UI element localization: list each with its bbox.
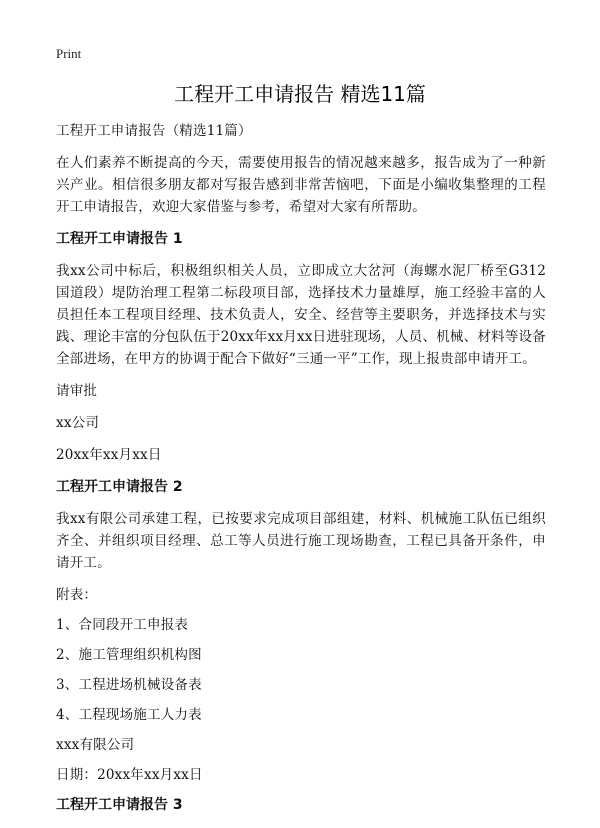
subtitle: 工程开工申请报告（精选11篇） [56,123,252,139]
section-1-request: 请审批 [56,383,98,399]
attachment-item: 3、工程进场机械设备表 [56,677,202,693]
attachment-item: 4、工程现场施工人力表 [56,707,202,723]
attachment-item: 2、施工管理组织机构图 [56,647,202,663]
page-title: 工程开工申请报告 精选11篇 [174,82,426,106]
section-1-company: xx公司 [56,415,100,431]
section-2-body: 我xx有限公司承建工程，已按要求完成项目部组建，材料、机械施工队伍已组织齐全、并组织项目经理、总工等人员进行施工现场勘查，工程已具备开条件，申请开工。 [56,511,546,571]
intro-paragraph: 在人们素养不断提高的今天，需要使用报告的情况越来越多，报告成为了一种新兴产业。相信很多朋友都对写报告感到非常苦恼吧，下面是小编收集整理的工程开工申请报告，欢迎大家借鉴与参考，希望对大家有所帮助。 [56,155,546,215]
attachments-label: 附表： [56,587,98,603]
section-2-company: xxx有限公司 [56,737,135,753]
print-label[interactable]: Print [56,46,82,61]
section-2-heading: 工程开工申请报告 2 [56,479,183,495]
section-1-body: 我xx公司中标后，积极组织相关人员，立即成立大岔河（海螺水泥厂桥至G312国道段）堤防治理工程第二标段项目部，选择技术力量雄厚，施工经验丰富的人员担任本工程项目经理、技术负责人，安全、经营等主要职务，并选择技术与实践、理论丰富的分包队伍于20xx年xx月xx日进驻现场，人员、机械、材料等设备全部进场，在甲方的协调于配合下做好“三通一平”工作，现上报贵部申请开工。 [56,263,546,367]
section-2-date: 日期：20xx年xx月xx日 [56,767,203,783]
section-3-heading: 工程开工申请报告 3 [56,797,183,813]
section-1-heading: 工程开工申请报告 1 [56,231,183,247]
section-1-date: 20xx年xx月xx日 [56,447,162,463]
document-body [56,120,546,826]
attachment-item: 1、合同段开工申报表 [56,617,189,633]
